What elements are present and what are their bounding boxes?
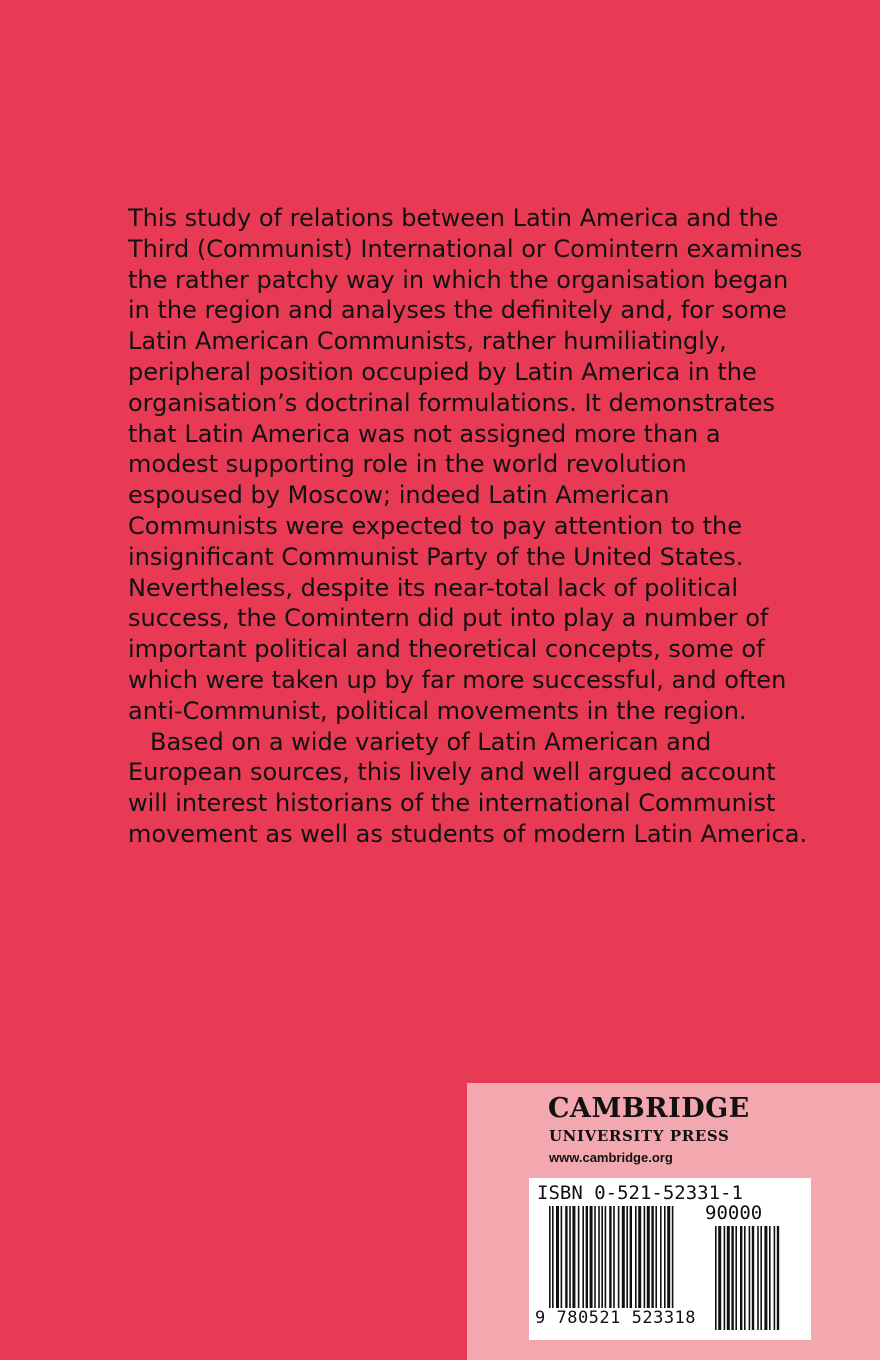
barcode-bar <box>760 1226 762 1330</box>
barcode-block <box>529 1178 811 1340</box>
description-line: This study of relations between Latin America and the <box>128 204 779 232</box>
publisher-panel <box>467 1083 880 1360</box>
barcode-bar <box>757 1226 759 1330</box>
description-line: modest supporting role in the world revolution <box>128 450 687 479</box>
description-line: success, the Comintern did put into play a number of <box>128 604 769 633</box>
description-line: European sources, this lively and well argued account <box>128 758 776 787</box>
barcode-bar <box>731 1226 733 1330</box>
ean-number: 9 780521 523318 <box>535 1308 697 1328</box>
barcode-bar <box>724 1226 726 1330</box>
addon-barcode-bars <box>715 1226 801 1330</box>
barcode-bar <box>740 1226 742 1330</box>
description-line: which were taken up by far more successful, and often <box>128 665 787 694</box>
barcode-bar <box>749 1226 751 1330</box>
publisher-website: www.cambridge.org <box>549 1150 673 1165</box>
description-line: anti-Communist, political movements in the region. <box>128 696 747 725</box>
barcode-bar <box>774 1226 776 1330</box>
description-line: insignificant Communist Party of the United States. <box>128 542 744 571</box>
barcode-bar <box>764 1226 767 1330</box>
barcode-bar <box>752 1226 754 1330</box>
price-code: 90000 <box>705 1202 763 1224</box>
barcode-bar <box>744 1226 746 1330</box>
description-line: Communists were expected to pay attention to the <box>128 511 742 540</box>
description-line: Based on a wide variety of Latin American and <box>150 727 712 756</box>
barcode-bar <box>727 1226 730 1330</box>
description-line: organisation’s doctrinal formulations. It demonstrates <box>128 388 776 417</box>
description-line: important political and theoretical concepts, some of <box>128 635 765 664</box>
description-line: Latin American Communists, rather humiliatingly, <box>128 327 727 356</box>
description-line: movement as well as students of modern Latin America. <box>128 819 808 848</box>
description-paragraph-2 <box>128 727 840 850</box>
barcode-bar <box>715 1226 717 1330</box>
publisher-subtitle: UNIVERSITY PRESS <box>549 1127 730 1145</box>
book-description <box>128 203 840 850</box>
barcode-bar <box>735 1226 737 1330</box>
isbn-number: ISBN 0-521-52331-1 <box>537 1182 743 1204</box>
description-line: peripheral position occupied by Latin America in the <box>128 357 757 386</box>
barcode-bar <box>769 1226 771 1330</box>
publisher-name: CAMBRIDGE <box>548 1093 750 1124</box>
description-line: will interest historians of the international Communist <box>128 789 776 818</box>
description-line: espoused by Moscow; indeed Latin American <box>128 481 670 510</box>
description-line: Third (Communist) International or Comintern examines <box>128 234 803 263</box>
description-line: the rather patchy way in which the organisation began <box>128 265 789 294</box>
description-line: Nevertheless, despite its near-total lack of political <box>128 573 739 602</box>
barcode-bar <box>777 1226 779 1330</box>
description-line: that Latin America was not assigned more than a <box>128 419 721 448</box>
description-paragraph-1 <box>128 203 840 727</box>
barcode-bar <box>718 1226 721 1330</box>
description-line: in the region and analyses the definitely and, for some <box>128 296 787 325</box>
